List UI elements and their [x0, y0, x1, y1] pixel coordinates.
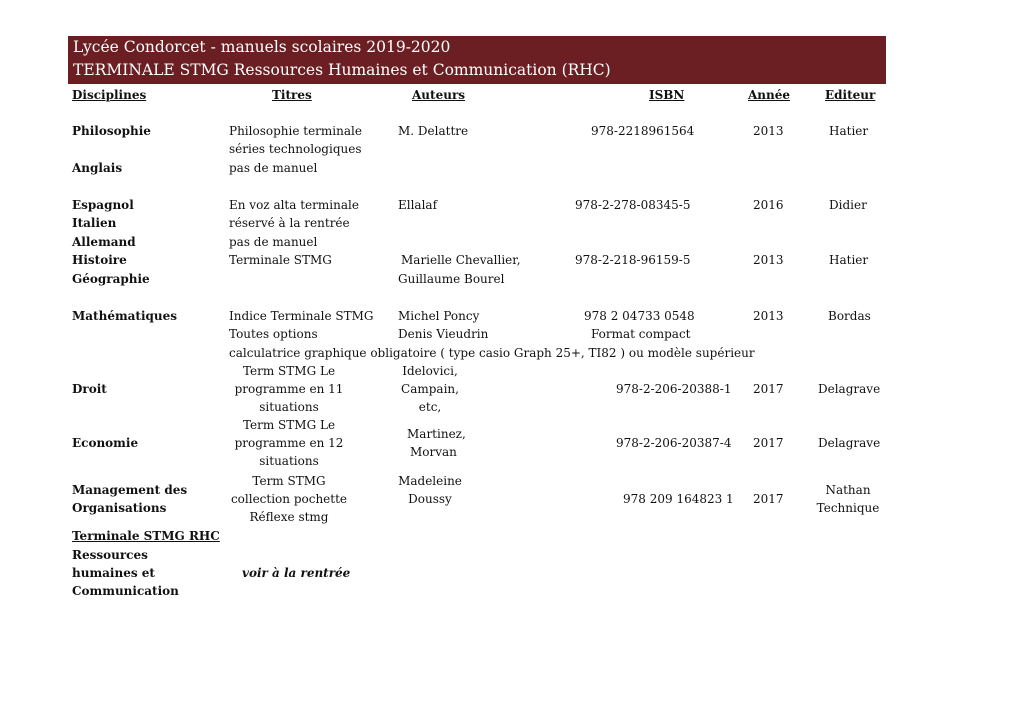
section-discipline: Ressources [72, 548, 148, 562]
table-row-annee: 2017 [753, 382, 784, 396]
table-row-annee: 2013 [753, 309, 784, 323]
col-header-titres: Titres [272, 88, 312, 102]
table-row-titre: pas de manuel [229, 235, 318, 249]
col-header-disciplines: Disciplines [72, 88, 147, 102]
table-row-auteur: Morvan [410, 445, 457, 459]
table-row-auteur: Idelovici, [402, 364, 458, 378]
table-row-titre: Terminale STMG [229, 253, 332, 267]
table-row-editeur: Delagrave [818, 436, 881, 450]
table-row-auteur: Denis Vieudrin [398, 327, 489, 341]
table-row-annee: 2016 [753, 198, 784, 212]
table-row-annee: 2013 [753, 124, 784, 138]
table-row-isbn: 978-2-206-20388-1 [616, 382, 732, 396]
table-row-discipline: Philosophie [72, 124, 151, 138]
col-header-auteurs: Auteurs [412, 88, 466, 102]
table-row-auteur: M. Delattre [398, 124, 469, 138]
table-row-auteur: Martinez, [407, 427, 466, 441]
table-row-auteur: Madeleine [398, 474, 462, 488]
table-row-discipline: Mathématiques [72, 309, 178, 323]
table-row-editeur: Hatier [829, 124, 869, 138]
table-row-annee: 2017 [753, 436, 784, 450]
table-row-auteur: Campain, [401, 382, 459, 396]
table-row-isbn: 978-2-206-20387-4 [616, 436, 732, 450]
table-row-isbn: 978 2 04733 0548 [584, 309, 695, 323]
table-row-auteur: Michel Poncy [398, 309, 480, 323]
calculator-note: calculatrice graphique obligatoire ( type casio Graph 25+, TI82 ) ou modèle supérieur [229, 346, 755, 360]
table-row-discipline: Management des [72, 483, 188, 497]
table-row-editeur: Delagrave [818, 382, 881, 396]
section-titre: voir à la rentrée [242, 566, 351, 580]
table-row-discipline: Allemand [72, 235, 136, 249]
table-row-titre: réservé à la rentrée [229, 216, 350, 230]
table-row-editeur: Technique [816, 501, 880, 515]
table-row-annee: 2013 [753, 253, 784, 267]
table-row-discipline: Italien [72, 216, 117, 230]
table-row-auteur: Marielle Chevallier, [401, 253, 521, 267]
page-header [68, 36, 886, 84]
table-row-titre: programme en 12 [234, 436, 344, 450]
table-row-discipline: Anglais [72, 161, 123, 175]
table-row-discipline: Espagnol [72, 198, 134, 212]
table-row-titre: Réflexe stmg [249, 510, 329, 524]
table-row-titre: En voz alta terminale [229, 198, 359, 212]
table-row-titre: situations [259, 400, 319, 414]
table-row-editeur: Bordas [828, 309, 871, 323]
table-row-editeur: Nathan [825, 483, 871, 497]
table-row-titre: Philosophie terminale [229, 124, 362, 138]
table-row-titre: Term STMG Le [242, 418, 336, 432]
table-row-titre: Toutes options [229, 327, 318, 341]
table-row-isbn: 978-2-218-96159-5 [575, 253, 691, 267]
col-header-editeur: Editeur [825, 88, 876, 102]
table-row-isbn: 978-2-278-08345-5 [575, 198, 691, 212]
section-heading: Terminale STMG RHC [72, 529, 220, 543]
table-row-auteur: Ellalaf [398, 198, 438, 212]
col-header-isbn: ISBN [649, 88, 685, 102]
col-header-annee: Année [748, 88, 791, 102]
page-subtitle: TERMINALE STMG Ressources Humaines et Communication (RHC) [73, 61, 611, 79]
section-discipline: humaines et [72, 566, 155, 580]
table-row-annee: 2017 [753, 492, 784, 506]
page-title: Lycée Condorcet - manuels scolaires 2019-2020 [73, 38, 451, 56]
table-row-discipline: Géographie [72, 272, 150, 286]
table-row-editeur: Didier [829, 198, 867, 212]
table-row-discipline: Organisations [72, 501, 167, 515]
table-row-titre: programme en 11 [234, 382, 344, 396]
section-discipline: Communication [72, 584, 179, 598]
table-row-titre: situations [259, 454, 319, 468]
table-row-titre: pas de manuel [229, 161, 318, 175]
table-row-titre: Term STMG Le [242, 364, 336, 378]
table-row-titre: collection pochette [230, 492, 348, 506]
table-row-auteur: etc, [418, 400, 442, 414]
table-row-titre: séries technologiques [229, 142, 362, 156]
table-row-discipline: Droit [72, 382, 107, 396]
table-row-discipline: Histoire [72, 253, 127, 267]
table-row-titre: Indice Terminale STMG [229, 309, 374, 323]
table-row-discipline: Economie [72, 436, 139, 450]
table-row-auteur: Guillaume Bourel [398, 272, 505, 286]
table-row-auteur: Doussy [408, 492, 452, 506]
table-row-editeur: Hatier [829, 253, 869, 267]
table-row-isbn: 978 209 164823 1 [623, 492, 734, 506]
table-row-titre: Term STMG [252, 474, 326, 488]
table-row-isbn: 978-2218961564 [591, 124, 695, 138]
table-row-isbn: Format compact [591, 327, 691, 341]
